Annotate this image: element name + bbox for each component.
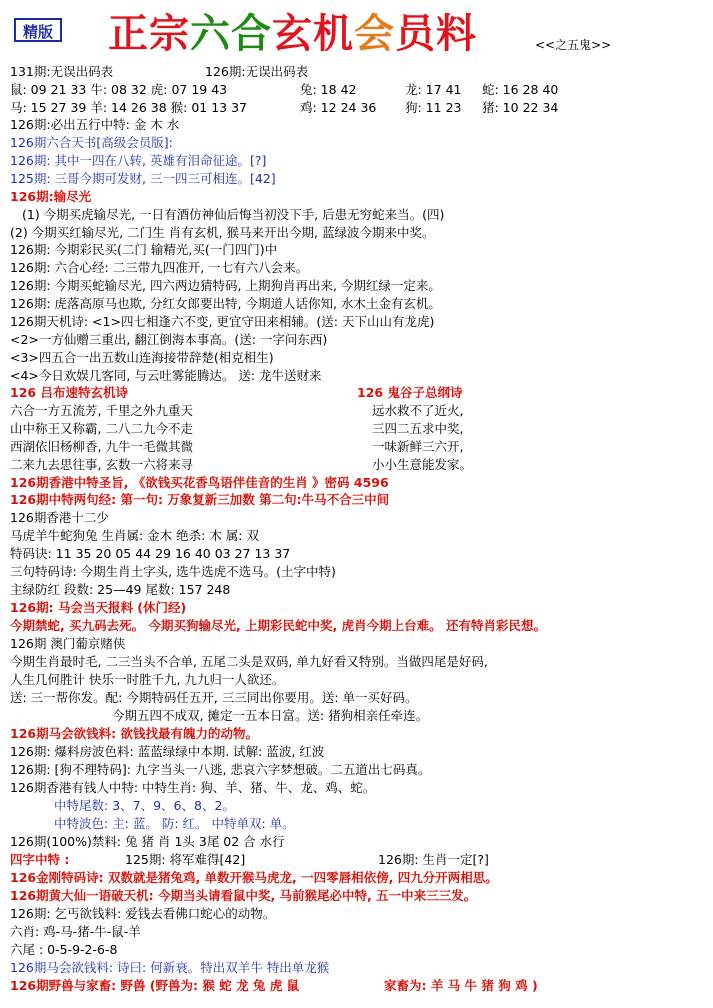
text-line: <4>今日欢娱几客同, 与云吐雾能腾达。 送: 龙牛送财来 (10, 368, 322, 383)
text-line: 二来九去思往事, 玄数一六将来寻 (10, 457, 193, 472)
text-line: 126期: 生肖一定[?] (378, 852, 489, 867)
text-line: 126期中特两句经: 第一句: 万象复新三加数 第二句:牛马不合三中间 (10, 492, 390, 507)
text-line: 126期黄大仙一语破天机: 今期当头请看鼠中奖, 马前猴尾必中特, 五一中来三三发。 (10, 888, 477, 903)
text-line: 三句特码诗: 今期生肖土字头, 选牛选虎不选马。(土字中特) (10, 564, 336, 579)
text-line: 狗: 11 23 (405, 100, 462, 115)
text-line: <2>一方仙赠三重出, 翻江倒海本事高。(送: 一字问东西) (10, 332, 328, 347)
badge-label: 精版 (14, 18, 62, 42)
text-line: 家畜为: 羊 马 牛 猪 狗 鸡 ) (384, 978, 538, 993)
text-line: 六肖: 鸡-马-猪-牛-鼠-羊 (10, 924, 141, 939)
text-line: 126期:无误出码表 (205, 64, 309, 79)
text-line: 126期: 六合心经: 二三带九四准开, 一七有六八会来。 (10, 260, 309, 275)
text-line: 126期:必出五行中特: 金 木 水 (10, 117, 180, 132)
text-line: 126 鬼谷子总纲诗 (357, 385, 463, 400)
text-line: 龙: 17 41 (405, 82, 462, 97)
text-line: 人生几何胜计 快乐一时胜千九, 九九归一人欲还。 (10, 672, 285, 687)
text-line: 126期: 其中一四在八转, 英雄有泪命征途。[?] (10, 153, 267, 168)
text-line: 中特尾数: 3、7、9、6、8、2。 (54, 798, 235, 813)
text-line: 主绿防红 段数: 25—49 尾数: 157 248 (10, 582, 231, 597)
text-line: 126期: 爆料房波色料: 蓝蓝绿绿中本期. 试解: 蓝波, 红波 (10, 744, 325, 759)
text-line: 山中称王又称霸, 二八二九今不走 (10, 421, 193, 436)
text-line: 六合一方五流芳, 千里之外九重天 (10, 403, 193, 418)
text-line: 126期: 虎落高原马也欺, 分红女郎要出特, 今期道人话你知, 水木土金有玄机。 (10, 296, 441, 311)
text-line: 126期: 乞丐欲钱料: 爱钱去看佛口蛇心的动物。 (10, 906, 276, 921)
text-line: 今期生肖最时毛, 二三当头不合单, 五尾二头是双码, 单九好看又特别。当做四尾是好码, (10, 654, 488, 669)
title-part: 正宗 (108, 10, 190, 57)
text-line: 六尾 : 0-5-9-2-6-8 (10, 942, 118, 957)
text-line: 126期香港有钱人中特: 中特生肖: 狗、羊、猪、牛、龙、鸡、蛇。 (10, 780, 376, 795)
text-line: 126期: [狗不理特码]: 九字当头一八逃, 悲哀六字梦想破。二五道出七码真。 (10, 762, 431, 777)
text-line: (1) 今期买虎输尽光, 一日有酒仿神仙后悔当初没下手, 后患无穷蛇来当。(四) (22, 207, 445, 222)
text-line: (2) 今期买红输尽光, 二门生 肖有玄机, 猴马来开出今期, 蓝绿波今期来中奖。 (10, 225, 435, 240)
text-line: 鸡: 12 24 36 (300, 100, 377, 115)
text-line: 126期: 今期彩民买(二门 输精光,买(一门四门)中 (10, 242, 278, 257)
text-line: 126期: 今期买蛇输尽光, 四六两边猜特码, 上期狗肖再出来, 今期红绿一定来。 (10, 278, 441, 293)
text-line: 今期五四不成双, 摊定一五本日富。送: 猪狗相亲任牵连。 (112, 708, 429, 723)
text-line: <3>四五合一出五数山连海接带辞楚(相克相生) (10, 350, 274, 365)
text-line: 126期:输尽光 (10, 189, 92, 204)
text-line: 126金刚特码诗: 双数就是猪兔鸡, 单数开猴马虎龙, 一四零唇相依傍, 四九分开两相思。 (10, 870, 498, 885)
text-line: 126期: 马会当天报料 (休门经) (10, 600, 187, 615)
text-line: 中特波色: 主: 蓝。 防: 红。 中特单双: 单。 (54, 816, 295, 831)
text-line: 小小生意能发家。 (372, 457, 473, 472)
title-part: 员料 (395, 10, 477, 57)
text-line: 125期: 三哥今期可发财, 三一四三可相连。[42] (10, 171, 276, 186)
section-tag: <<之五鬼>> (535, 38, 612, 52)
title-part: 会 (354, 10, 395, 57)
text-line: 马虎羊牛蛇狗兔 生肖属: 金木 绝杀: 木 属: 双 (10, 528, 259, 543)
text-line: 四字中特 : (10, 852, 70, 867)
text-line: 兔: 18 42 (300, 82, 357, 97)
text-line: 126期六合天书[高级会员版]: (10, 135, 173, 150)
text-line: 126期香港十二少 (10, 510, 109, 525)
text-line: 126期香港中特圣旨, 《欲钱买花香鸟语伴佳音的生肖 》密码 4596 (10, 475, 389, 490)
text-line: 126期 澳门葡京赌侠 (10, 636, 126, 651)
text-line: 猪: 10 22 34 (482, 100, 559, 115)
text-line: 126期马会欲钱料: 诗曰: 何新衰。特出双羊牛 特出单龙猴 (10, 960, 330, 975)
title-part: 玄机 (272, 10, 354, 57)
text-line: 126期马会欲钱料: 欲钱找最有魄力的动物。 (10, 726, 258, 741)
text-line: 126期(100%)禁料: 兔 猪 肖 1头 3尾 02 合 水行 (10, 834, 285, 849)
header (0, 0, 713, 60)
text-line: 一味新鲜三六开, (372, 439, 464, 454)
title-part: 六合 (190, 10, 272, 57)
text-line: 鼠: 09 21 33 牛: 08 32 虎: 07 19 43 (10, 82, 228, 97)
text-line: 远水救不了近火, (372, 403, 464, 418)
text-line: 西湖依旧杨柳香, 九牛一毛微其微 (10, 439, 193, 454)
text-line: 特码诀: 11 35 20 05 44 29 16 40 03 27 13 37 (10, 546, 291, 561)
text-line: 126期天机诗: <1>四七相逢六不变, 更宜守田来相辅。(送: 天下山山有龙虎) (10, 314, 435, 329)
text-line: 送: 三一帮你发。配: 今期特码任五开, 三三同出你要用。送: 单一买好码。 (10, 690, 418, 705)
text-line: 马: 15 27 39 羊: 14 26 38 猴: 01 13 37 (10, 100, 247, 115)
text-line: 125期: 将军难得[42] (125, 852, 246, 867)
text-line: 三四二五求中奖, (372, 421, 464, 436)
page-title (108, 2, 477, 59)
text-line: 蛇: 16 28 40 (482, 82, 559, 97)
text-line: 126期野兽与家畜: 野兽 (野兽为: 猴 蛇 龙 兔 虎 鼠 (10, 978, 300, 993)
text-line: 131期:无误出码表 (10, 64, 114, 79)
text-line: 126 吕布速特玄机诗 (10, 385, 128, 400)
text-line: 今期禁蛇, 买九码去死。 今期买狗输尽光, 上期彩民蛇中奖, 虎肖今期上台难。 还有特肖彩民想。 (10, 618, 547, 633)
